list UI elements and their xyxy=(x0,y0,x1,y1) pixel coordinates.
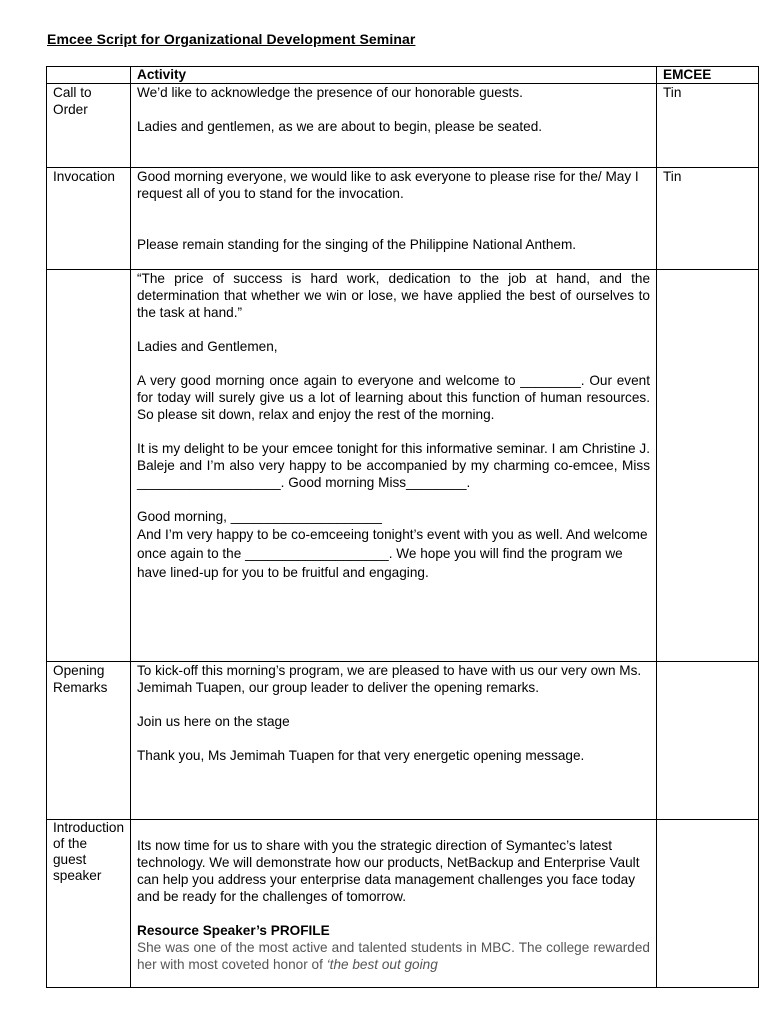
activity-cell xyxy=(131,270,657,662)
row-label: Opening Remarks xyxy=(47,662,131,820)
table-row xyxy=(47,662,759,820)
script-table xyxy=(46,66,759,988)
activity-text: A very good morning once again to everyone and welcome to ________. Our event for today will surely give us a lot of learning about this function of human resources. So please sit down, relax and enjoy the rest of the morning. xyxy=(137,373,650,422)
table-row xyxy=(47,270,759,662)
activity-text: We’d like to acknowledge the presence of our honorable guests. xyxy=(137,85,523,100)
activity-text: Good morning, ____________________ xyxy=(137,509,382,524)
emcee-cell xyxy=(657,662,759,820)
activity-cell xyxy=(131,662,657,820)
activity-text: Ladies and gentlemen, as we are about to begin, please be seated. xyxy=(137,119,543,134)
profile-text-main: She was one of the most active and talented students in MBC. The college rewarded her with most coveted honor of xyxy=(137,940,650,972)
header-activity: Activity xyxy=(131,67,657,84)
emcee-cell xyxy=(657,820,759,988)
profile-text xyxy=(137,939,650,973)
row-label: Invocation xyxy=(47,168,131,270)
activity-cell xyxy=(131,168,657,270)
header-emcee: EMCEE xyxy=(657,67,759,84)
activity-text: “The price of success is hard work, dedication to the job at hand, and the determination that whether we win or lose, we have applied the best of ourselves to the task at hand.” xyxy=(137,271,650,320)
activity-text: Its now time for us to share with you the strategic direction of Symantec’s latest technology. We will demonstrate how our products, NetBackup and Enterprise Vault can help you address your enterprise data management challenges you face today and be ready for the challenges of tomorrow. xyxy=(137,838,640,904)
activity-text: Join us here on the stage xyxy=(137,714,290,729)
table-header-row xyxy=(47,67,759,84)
activity-text: And I’m very happy to be co-emceeing tonight’s event with you as well. And welcome once again to the ___________________. We hope you will find the program we have lined-up for you to be fruitful and engaging. xyxy=(137,527,648,580)
profile-text-wrap xyxy=(137,939,650,973)
row-label: Introduction of the guest speaker xyxy=(47,820,131,988)
activity-text: To kick-off this morning’s program, we are pleased to have with us our very own Ms. Jemimah Tuapen, our group leader to deliver the opening remarks. xyxy=(137,663,642,695)
activity-text: Thank you, Ms Jemimah Tuapen for that very energetic opening message. xyxy=(137,748,585,763)
activity-cell xyxy=(131,84,657,168)
activity-text: Ladies and Gentlemen, xyxy=(137,339,278,354)
activity-text: It is my delight to be your emcee tonight for this informative seminar. I am Christine J. Baleje and I’m also very happy to be accompanied by my charming co-emcee, Miss ___________________. Good morning Miss________. xyxy=(137,441,650,490)
emcee-cell: Tin xyxy=(657,84,759,168)
activity-cell xyxy=(131,820,657,988)
emcee-cell xyxy=(657,270,759,662)
profile-text-quote: ‘the best out going xyxy=(326,957,438,972)
row-label xyxy=(47,270,131,662)
activity-text: Please remain standing for the singing of the Philippine National Anthem. xyxy=(137,237,577,252)
document-title: Emcee Script for Organizational Development Seminar xyxy=(47,31,416,47)
table-row xyxy=(47,168,759,270)
activity-text: Good morning everyone, we would like to ask everyone to please rise for the/ May I request all of you to stand for the invocation. xyxy=(137,169,639,201)
header-blank xyxy=(47,67,131,84)
table-row xyxy=(47,820,759,988)
row-label: Call to Order xyxy=(47,84,131,168)
emcee-cell: Tin xyxy=(657,168,759,270)
profile-heading: Resource Speaker’s PROFILE xyxy=(137,923,330,938)
table-row xyxy=(47,84,759,168)
